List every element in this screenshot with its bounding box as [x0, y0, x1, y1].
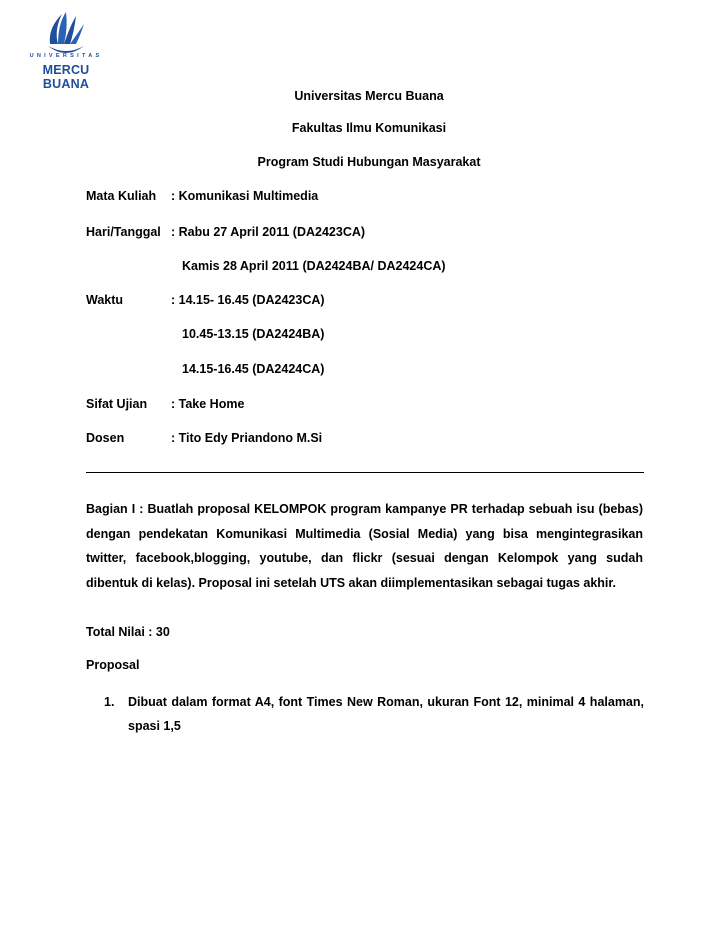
faculty-title: Fakultas Ilmu Komunikasi	[291, 121, 447, 135]
waktu-label: Waktu	[86, 293, 124, 307]
mata-kuliah-label: Mata Kuliah	[86, 189, 157, 203]
list-item-text: Dibuat dalam format A4, font Times New Roman, ukuran Font 12, minimal 4 halaman, spasi 1,5	[128, 695, 644, 733]
dosen-value: : Tito Edy Priandono M.Si	[171, 431, 323, 445]
program-title: Program Studi Hubungan Masyarakat	[257, 155, 481, 169]
list-item-number: 1.	[104, 695, 115, 709]
waktu-value-1: : 14.15- 16.45 (DA2423CA)	[171, 293, 325, 307]
dosen-label: Dosen	[86, 431, 125, 445]
total-nilai: Total Nilai : 30	[86, 625, 170, 639]
hari-value-1: : Rabu 27 April 2011 (DA2423CA)	[171, 225, 366, 239]
logo-main-text: MERCU BUANA	[42, 63, 90, 91]
university-title: Universitas Mercu Buana	[294, 89, 444, 103]
hari-value-2: Kamis 28 April 2011 (DA2424BA/ DA2424CA)	[182, 259, 446, 273]
mata-kuliah-value: : Komunikasi Multimedia	[171, 189, 319, 203]
sifat-ujian-label: Sifat Ujian	[86, 397, 148, 411]
hari-label: Hari/Tanggal	[86, 225, 161, 239]
proposal-heading: Proposal	[86, 658, 140, 672]
divider-line	[86, 472, 644, 473]
waktu-value-2: 10.45-13.15 (DA2424BA)	[182, 327, 325, 341]
sifat-ujian-value: : Take Home	[171, 397, 245, 411]
waktu-value-3: 14.15-16.45 (DA2424CA)	[182, 362, 325, 376]
logo-top-text: UNIVERSITAS	[29, 53, 103, 59]
bagian-paragraph: Bagian I : Buatlah proposal KELOMPOK program kampanye PR terhadap sebuah isu (bebas) dengan pendekatan Komunikasi Multimedia (Sosial Media) yang bisa mengintegrasikan twitter, facebook,blogging, youtube, dan flickr (sesuai dengan Kelompok yang sudah dibentuk di kelas). Proposal ini setelah UTS akan diimplementasikan sebagai tugas akhir.	[86, 502, 643, 590]
